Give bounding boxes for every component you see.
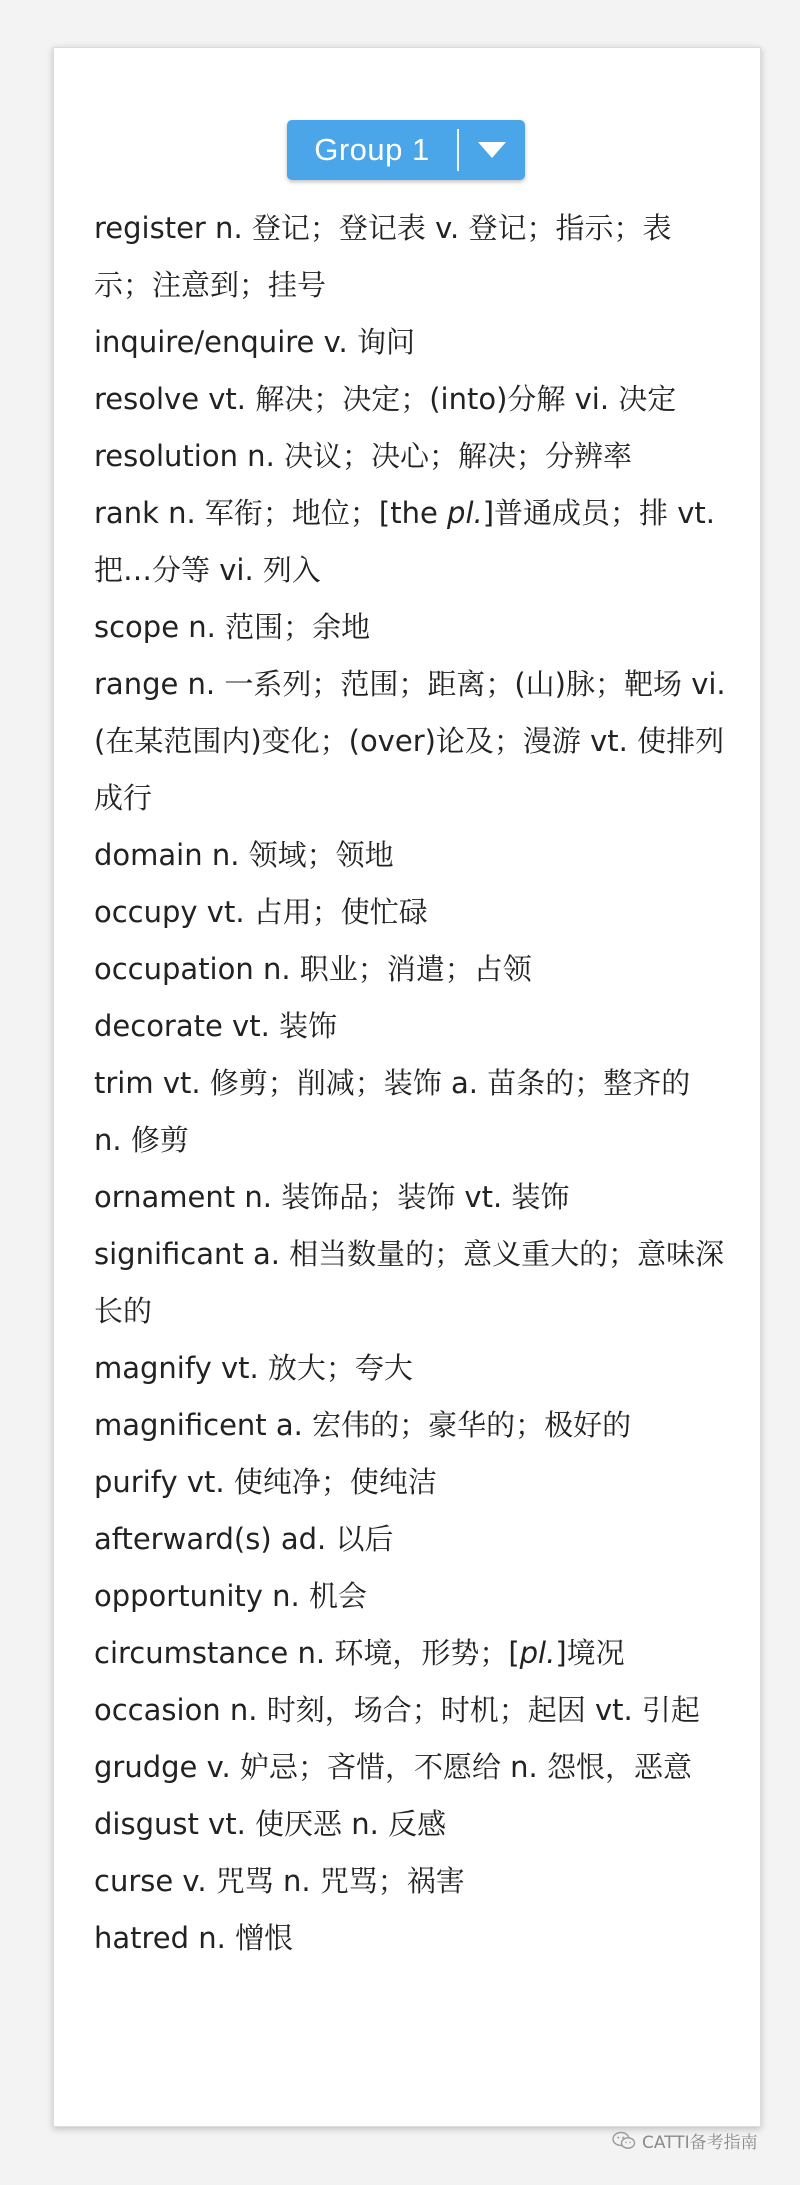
entry-word: significant [94, 1237, 244, 1271]
entry-definition: n. 憎恨 [189, 1921, 294, 1955]
vocab-entry [94, 1340, 726, 1397]
entry-definition: ]境况 [555, 1636, 625, 1670]
vocabulary-card [53, 47, 761, 2127]
entry-word: resolve [94, 382, 200, 416]
vocab-entry [94, 599, 726, 656]
vocab-entry [94, 1682, 726, 1739]
vocab-entry [94, 1055, 726, 1169]
entry-definition: v. 妒忌；吝惜，不愿给 n. 怨恨，恶意 [197, 1750, 692, 1784]
entry-definition: vt. 装饰 [222, 1009, 338, 1043]
entry-definition: ad. 以后 [271, 1522, 394, 1556]
entry-word: circumstance [94, 1636, 289, 1670]
vocab-entry [94, 656, 726, 827]
vocab-entry [94, 1625, 726, 1682]
entry-word: register [94, 211, 206, 245]
entry-definition-italic: pl. [519, 1636, 556, 1670]
entry-word: ornament [94, 1180, 236, 1214]
vocabulary-list [94, 200, 726, 1967]
entry-word: afterward(s) [94, 1522, 272, 1556]
entry-definition: vt. 放大；夸大 [211, 1351, 413, 1385]
vocab-entry [94, 1853, 726, 1910]
vocab-entry [94, 998, 726, 1055]
entry-definition: vt. 解决；决定；(into)分解 vi. 决定 [199, 382, 677, 416]
entry-word: inquire/enquire [94, 325, 315, 359]
chevron-down-icon [478, 142, 506, 158]
vocab-entry [94, 941, 726, 998]
vocab-entry [94, 1739, 726, 1796]
vocab-entry [94, 485, 726, 599]
group-dropdown-toggle[interactable] [459, 120, 525, 180]
entry-word: magnify [94, 1351, 212, 1385]
entry-word: magnificent [94, 1408, 267, 1442]
entry-definition: n. 决议；决心；解决；分辨率 [237, 439, 633, 473]
wechat-icon [612, 2131, 636, 2151]
entry-definition: n. 一系列；范围；距离；(山)脉；靶场 vi. (在某范围内)变化；(over)论及；漫游 vt. 使排列成行 [94, 667, 726, 815]
entry-word: occupy [94, 895, 198, 929]
entry-definition: v. 询问 [314, 325, 415, 359]
entry-word: rank [94, 496, 159, 530]
entry-word: opportunity [94, 1579, 263, 1613]
entry-word: grudge [94, 1750, 198, 1784]
vocab-entry [94, 1397, 726, 1454]
entry-word: curse [94, 1864, 174, 1898]
vocab-entry [94, 884, 726, 941]
vocab-entry [94, 428, 726, 485]
entry-word: range [94, 667, 179, 701]
entry-definition: n. 时刻，场合；时机；起因 vt. 引起 [220, 1693, 700, 1727]
watermark-text: CATTI备考指南 [642, 2133, 758, 2153]
entry-definition-italic: pl. [447, 496, 483, 530]
vocab-entry [94, 827, 726, 884]
entry-definition: vt. 使厌恶 n. 反感 [198, 1807, 447, 1841]
entry-definition: n. 领域；领地 [202, 838, 394, 872]
entry-word: occasion [94, 1693, 221, 1727]
vocab-entry [94, 1910, 726, 1967]
group-label: Group 1 [314, 132, 430, 167]
entry-word: disgust [94, 1807, 199, 1841]
entry-word: scope [94, 610, 180, 644]
entry-word: domain [94, 838, 203, 872]
entry-word: hatred [94, 1921, 190, 1955]
vocab-entry [94, 1511, 726, 1568]
entry-definition: n. 环境，形势；[ [288, 1636, 520, 1670]
vocab-entry [94, 1796, 726, 1853]
vocab-entry [94, 200, 726, 314]
entry-definition: n. 军衔；地位；[the [158, 496, 448, 530]
group-selector[interactable] [287, 120, 525, 180]
account-watermark [612, 2128, 758, 2153]
entry-definition: a. 宏伟的；豪华的；极好的 [266, 1408, 632, 1442]
entry-definition: n. 机会 [262, 1579, 367, 1613]
vocab-entry [94, 1568, 726, 1625]
entry-word: occupation [94, 952, 254, 986]
entry-definition: ]普通成员；排 vt. 把…分等 vi. 列入 [94, 496, 716, 587]
entry-definition: vt. 修剪；削减；装饰 a. 苗条的；整齐的 n. 修剪 [94, 1066, 691, 1157]
entry-word: decorate [94, 1009, 223, 1043]
entry-word: trim [94, 1066, 154, 1100]
vocab-entry [94, 371, 726, 428]
entry-word: purify [94, 1465, 178, 1499]
vocab-entry [94, 1454, 726, 1511]
vocab-entry [94, 314, 726, 371]
entry-definition: v. 咒骂 n. 咒骂；祸害 [173, 1864, 465, 1898]
entry-definition: n. 登记；登记表 v. 登记；指示；表示；注意到；挂号 [94, 211, 672, 302]
entry-definition: vt. 使纯净；使纯洁 [177, 1465, 437, 1499]
entry-definition: n. 职业；消遣；占领 [253, 952, 532, 986]
entry-definition: n. 装饰品；装饰 vt. 装饰 [235, 1180, 570, 1214]
entry-definition: vt. 占用；使忙碌 [197, 895, 428, 929]
entry-definition: a. 相当数量的；意义重大的；意味深长的 [94, 1237, 725, 1328]
entry-word: resolution [94, 439, 238, 473]
vocab-entry [94, 1226, 726, 1340]
vocab-entry [94, 1169, 726, 1226]
entry-definition: n. 范围；余地 [179, 610, 371, 644]
